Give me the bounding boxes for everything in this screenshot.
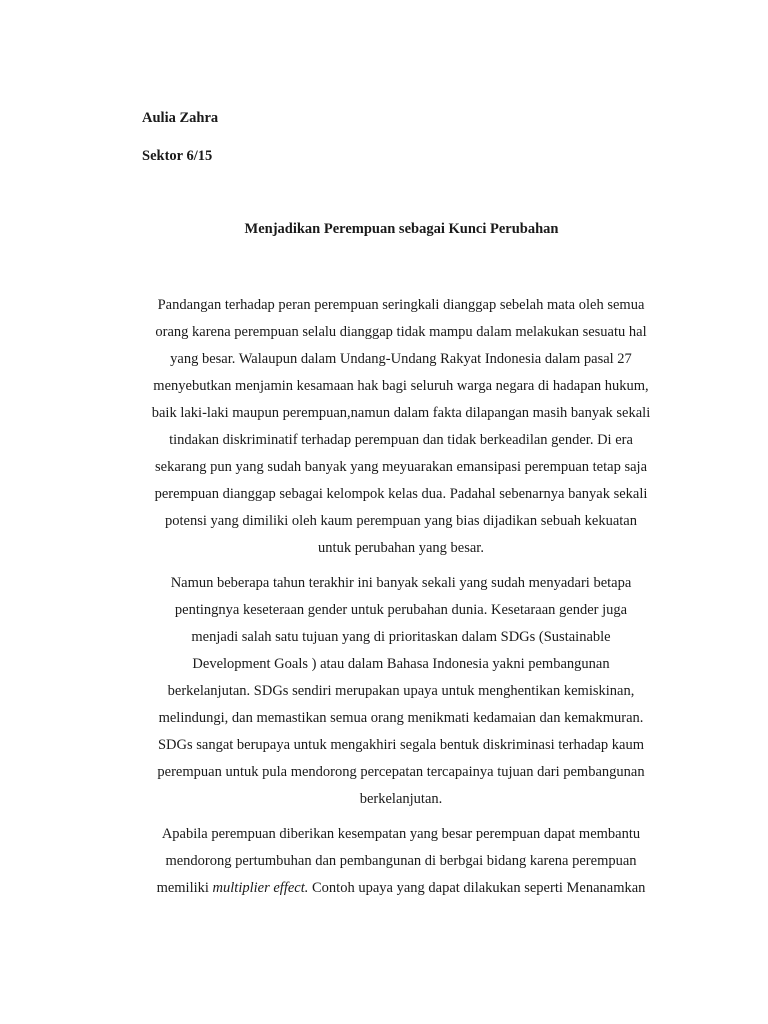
paragraph-line: Pandangan terhadap peran perempuan seringkali dianggap sebelah mata oleh semua (157, 297, 645, 313)
sector-label: Sektor 6/15 (142, 148, 213, 164)
paragraph-line: mendorong pertumbuhan dan pembangunan di berbgai bidang karena perempuan (165, 853, 637, 869)
paragraph-line: Apabila perempuan diberikan kesempatan yang besar perempuan dapat membantu (161, 826, 641, 842)
paragraph-line: sekarang pun yang sudah banyak yang meyuarakan emansipasi perempuan tetap saja (154, 459, 648, 475)
paragraph-line: yang besar. Walaupun dalam Undang-Undang Rakyat Indonesia dalam pasal 27 (170, 351, 632, 367)
author-name: Aulia Zahra (142, 110, 219, 126)
paragraph-line: menyebutkan menjamin kesamaan hak bagi seluruh warga negara di hadapan hukum, (153, 378, 649, 394)
document-title: Menjadikan Perempuan sebagai Kunci Perubahan (244, 221, 559, 237)
emphasis-text: multiplier effect. (212, 880, 309, 896)
paragraph-2 (142, 570, 660, 813)
paragraph-line: untuk perubahan yang besar. (318, 540, 484, 556)
paragraph-3 (142, 821, 660, 902)
paragraph-line (142, 875, 660, 902)
paragraph-line: berkelanjutan. (359, 791, 443, 807)
paragraph-line: baik laki-laki maupun perempuan,namun dalam fakta dilapangan masih banyak sekali (151, 405, 651, 421)
paragraph-line: melindungi, dan memastikan semua orang menikmati kedamaian dan kemakmuran. (158, 710, 644, 726)
paragraph-line: berkelanjutan. SDGs sendiri merupakan upaya untuk menghentikan kemiskinan, (167, 683, 635, 699)
text-run: Contoh upaya yang dapat dilakukan seperti Menanamkan (308, 880, 646, 896)
paragraph-line: orang karena perempuan selalu dianggap tidak mampu dalam melakukan sesuatu hal (155, 324, 647, 340)
paragraph-line: perempuan dianggap sebagai kelompok kelas dua. Padahal sebenarnya banyak sekali (154, 486, 648, 502)
paragraph-line: tindakan diskriminatif terhadap perempuan dan tidak berkeadilan gender. Di era (169, 432, 633, 448)
paragraph-line: Namun beberapa tahun terakhir ini banyak sekali yang sudah menyadari betapa (170, 575, 632, 591)
paragraph-line: pentingnya keseteraan gender untuk perubahan dunia. Kesetaraan gender juga (174, 602, 628, 618)
text-run: memiliki (156, 880, 213, 896)
document-body (142, 292, 660, 910)
paragraph-line: potensi yang dimiliki oleh kaum perempuan yang bias dijadikan sebuah kekuatan (165, 513, 637, 529)
paragraph-line: perempuan untuk pula mendorong percepatan tercapainya tujuan dari pembangunan (157, 764, 645, 780)
paragraph-line: Development Goals ) atau dalam Bahasa Indonesia yakni pembangunan (192, 656, 610, 672)
paragraph-1 (142, 292, 660, 562)
paragraph-line: SDGs sangat berupaya untuk mengakhiri segala bentuk diskriminasi terhadap kaum (157, 737, 645, 753)
paragraph-line: menjadi salah satu tujuan yang di prioritaskan dalam SDGs (Sustainable (191, 629, 611, 645)
